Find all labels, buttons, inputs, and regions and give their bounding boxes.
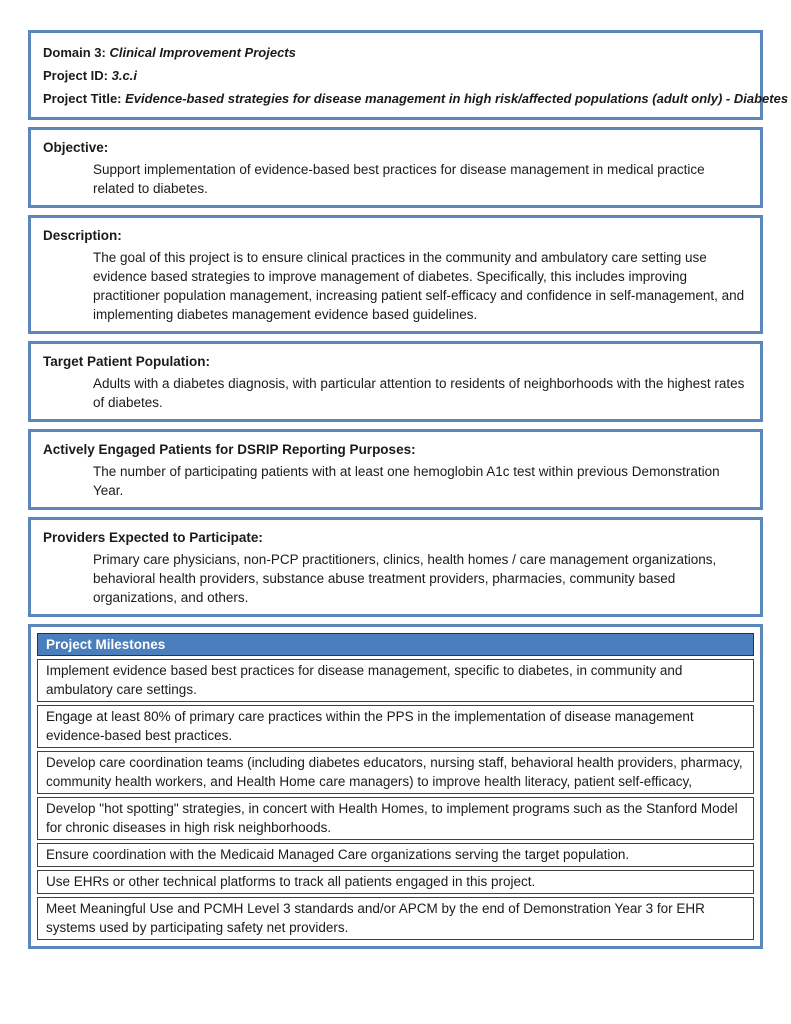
actively-engaged-body: The number of participating patients with at least one hemoglobin A1c test within previous Demonstration Year.	[93, 464, 720, 498]
section-providers-expected	[28, 517, 763, 617]
description-body: The goal of this project is to ensure clinical practices in the community and ambulatory care setting use evidence based strategies to improve management of diabetes. Specifically, this includes improving practitioner population management, increasing patient self-efficacy and confidence in self-management, and implementing diabetes management evidence based guidelines.	[93, 250, 745, 322]
project-id-value: 3.c.i	[111, 68, 137, 83]
project-title-value: Evidence-based strategies for disease management in high risk/affected populations (adult only) - Diabetes	[125, 91, 789, 106]
project-title-row	[43, 87, 789, 110]
description-label: Description:	[43, 228, 122, 243]
domain-row	[43, 41, 748, 64]
target-population-label: Target Patient Population:	[43, 354, 211, 369]
section-description	[28, 215, 763, 334]
section-objective	[28, 127, 763, 208]
providers-label: Providers Expected to Participate:	[43, 530, 263, 545]
milestone-row: Ensure coordination with the Medicaid Managed Care organizations serving the target population.	[37, 843, 754, 867]
project-header-box	[28, 30, 789, 120]
milestone-row: Engage at least 80% of primary care practices within the PPS in the implementation of disease management evidence-based best practices.	[37, 705, 754, 748]
section-target-patient-population	[28, 341, 763, 422]
milestone-row: Develop "hot spotting" strategies, in concert with Health Homes, to implement programs such as the Stanford Model for chronic diseases in high risk neighborhoods.	[37, 797, 754, 840]
milestone-row: Develop care coordination teams (including diabetes educators, nursing staff, behavioral health providers, pharmacy, community health workers, and Health Home care managers) to improve health literacy, patient self-efficacy,	[37, 751, 754, 794]
objective-label: Objective:	[43, 140, 109, 155]
domain-value: Clinical Improvement Projects	[109, 45, 296, 60]
project-id-label: Project ID:	[43, 68, 109, 83]
document-content	[28, 30, 789, 956]
milestone-row: Meet Meaningful Use and PCMH Level 3 standards and/or APCM by the end of Demonstration Year 3 for EHR systems used by participating safety net providers.	[37, 897, 754, 940]
section-actively-engaged-patients	[28, 429, 763, 510]
domain-label: Domain 3:	[43, 45, 106, 60]
project-milestones-table	[28, 624, 763, 949]
target-population-body: Adults with a diabetes diagnosis, with particular attention to residents of neighborhoods with the highest rates of diabetes.	[93, 376, 745, 410]
project-title-label: Project Title:	[43, 91, 122, 106]
milestones-header-bar: Project Milestones	[37, 633, 754, 656]
objective-body: Support implementation of evidence-based best practices for disease management in medical practice related to diabetes.	[93, 162, 705, 196]
providers-body: Primary care physicians, non-PCP practitioners, clinics, health homes / care management organizations, behavioral health providers, substance abuse treatment providers, pharmacies, community based organizations, and others.	[93, 552, 717, 605]
milestone-row: Use EHRs or other technical platforms to track all patients engaged in this project.	[37, 870, 754, 894]
milestone-row: Implement evidence based best practices for disease management, specific to diabetes, in community and ambulatory care settings.	[37, 659, 754, 702]
project-id-row	[43, 64, 748, 87]
actively-engaged-label: Actively Engaged Patients for DSRIP Reporting Purposes:	[43, 442, 416, 457]
